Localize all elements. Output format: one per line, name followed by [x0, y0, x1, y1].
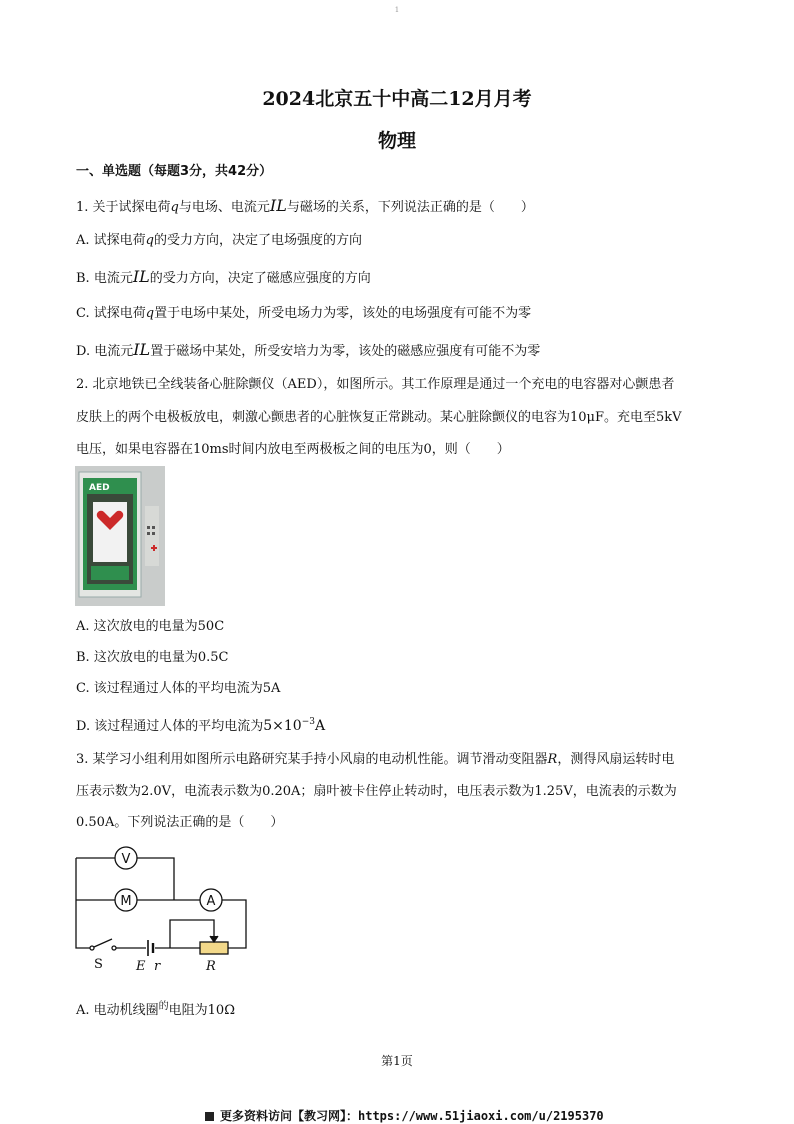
- section-heading: 一、单选题（每题3分，共42分）: [76, 164, 273, 179]
- emf-label: E: [136, 959, 146, 974]
- q3-stem-line3: 0.50A。下列说法正确的是（ ）: [76, 815, 284, 830]
- page-number: 第1页: [381, 1054, 413, 1068]
- circuit-diagram: [70, 840, 260, 980]
- page-subtitle: 物理: [377, 130, 416, 152]
- internal-resistance-label: r: [154, 959, 161, 974]
- q2-stem-line3: 电压，如果电容器在10ms时间内放电至两极板之间的电压为0，则（ ）: [76, 442, 510, 457]
- q1-stem: 1. 关于试探电荷q与电场、电流元IL与磁场的关系，下列说法正确的是（ ）: [76, 196, 534, 215]
- ammeter-label: A: [206, 894, 216, 909]
- switch-label: S: [94, 957, 103, 972]
- q3-option-a: A. 电动机线圈$^的$电阻为10Ω: [76, 1001, 235, 1018]
- q1-option-a: A. 试探电荷q的受力方向，决定了电场强度的方向: [76, 233, 362, 248]
- voltmeter-label: V: [121, 852, 131, 867]
- motor-label: M: [120, 894, 132, 909]
- page-title: 2024北京五十中高二12月月考: [262, 88, 532, 110]
- flag-icon: [205, 1112, 214, 1121]
- q3-stem-line1: 3. 某学习小组利用如图所示电路研究某手持小风扇的电动机性能。调节滑动变阻器R，测得风扇运转时电: [76, 752, 675, 767]
- q2-option-d: D. 该过程通过人体的平均电流为$5\times 10^{-3}A$: [76, 717, 326, 734]
- q3-stem-line2: 压表示数为2.0V，电流表示数为0.20A；扇叶被卡住停止转动时，电压表示数为1.25V，电流表的示数为: [76, 784, 677, 799]
- header-mark: 1: [394, 6, 400, 14]
- rheostat-label: R: [206, 959, 216, 974]
- q1-option-d: D. 电流元IL置于磁场中某处，所受安培力为零，该处的磁感应强度有可能不为零: [76, 340, 541, 359]
- q2-option-b: B. 这次放电的电量为0.5C: [76, 650, 229, 665]
- q1-option-c: C. 试探电荷q置于电场中某处，所受电场力为零，该处的电场强度有可能不为零: [76, 306, 532, 321]
- aed-cabinet-photo: [75, 466, 165, 606]
- q2-stem-line1: 2. 北京地铁已全线装备心脏除颤仪（AED），如图所示。其工作原理是通过一个充电的电容器对心颤患者: [76, 377, 675, 392]
- q2-option-c: C. 该过程通过人体的平均电流为5A: [76, 681, 281, 696]
- footer-banner[interactable]: 更多资料访问【教习网】：https://www.51jiaoxi.com/u/2195370: [205, 1107, 604, 1124]
- q2-stem-line2: 皮肤上的两个电极板放电，刺激心颤患者的心脏恢复正常跳动。某心脏除颤仪的电容为10μF。充电至5kV: [76, 410, 682, 425]
- aed-label: AED: [89, 483, 110, 493]
- q1-option-b: B. 电流元IL的受力方向，决定了磁感应强度的方向: [76, 267, 371, 286]
- q2-option-a: A. 这次放电的电量为50C: [76, 619, 225, 634]
